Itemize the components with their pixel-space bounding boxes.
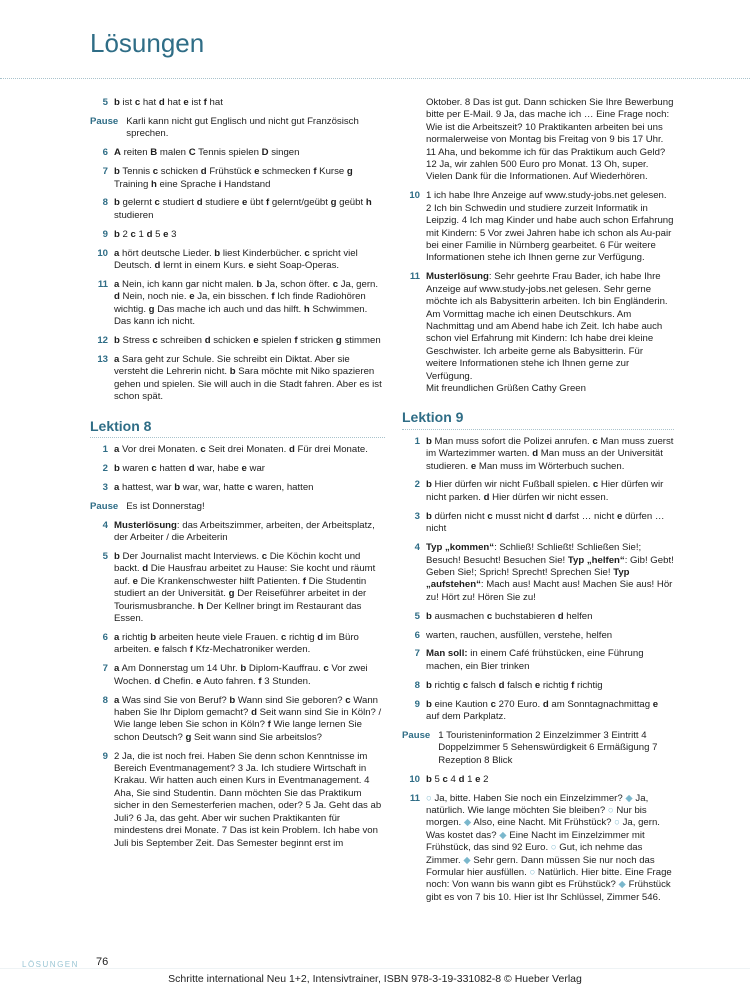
solution-item — [402, 611, 674, 623]
solution-text: Es ist Donnerstag! — [126, 500, 205, 512]
exercise-number: 12 — [97, 335, 108, 347]
exercise-number: 5 — [102, 550, 108, 562]
solution-text: b waren c hatten d war, habe e war — [114, 462, 265, 474]
solution-text: a richtig b arbeiten heute viele Frauen. c richtig d im Büro arbeiten. e falsch f Kfz-Mechatroniker werden. — [114, 631, 359, 656]
title-divider — [0, 78, 750, 79]
page-number: 76 — [96, 956, 109, 968]
exercise-number: 8 — [102, 694, 108, 706]
solution-item — [402, 793, 674, 905]
solution-item — [402, 730, 674, 767]
solution-text: b Tennis c schicken d Frühstück e schmecken f Kurse g Training h eine Sprache i Handstand — [114, 166, 353, 190]
exercise-number: 1 — [102, 444, 108, 456]
solution-text: a Sara geht zur Schule. Sie schreibt ein Diktat. Aber sie versteht die Lehrerin nicht. b Sara möchte mit Niko spazieren gehen und spielen. Sie will auch in die Stadt fahren. Aber es ist schon spät. — [114, 354, 382, 403]
exercise-number: 4 — [102, 519, 108, 531]
exercise-number: 8 — [102, 197, 108, 209]
exercise-number: 3 — [414, 510, 420, 522]
solution-item — [402, 542, 674, 604]
exercise-number: 10 — [97, 247, 108, 259]
solution-item — [90, 354, 385, 404]
solution-item — [90, 501, 385, 513]
solution-item — [402, 436, 674, 473]
solution-text: b dürfen nicht c musst nicht d darfst … nicht e dürfen … nicht — [426, 510, 665, 535]
solution-text: Oktober. 8 Das ist gut. Dann schicken Sie Ihre Bewerbung bitte per E-Mail. 9 Ja, das mache ich … Eine Frage noch: Wie ist die Arbeitszeit? 10 Praktikanten arbeiten bei uns normalerweise von Montag bis Freitag von 9 bis 17 Uhr. 11 Aha, und bekomme ich für das Praktikum auch Geld? 12 Ja, wir zahlen 500 Euro pro Monat. 13 Oh, super. Vielen Dank für die Informationen. Auf Wiederhören. — [426, 97, 674, 183]
solution-text: b eine Kaution c 270 Euro. d am Sonntagnachmittag e auf dem Parkplatz. — [426, 698, 659, 723]
copyright-line: Schritte international Neu 1+2, Intensivtrainer, ISBN 978-3-19-331082-8 © Hueber Verlag — [168, 973, 582, 985]
exercise-number — [402, 97, 426, 184]
solution-text: Typ „kommen“: Schließ! Schließt! Schließen Sie!; Besuch! Besucht! Besuchen Sie! Typ „helfen“: Gib! Gebt! Geben Sie!; Sprich! Sprecht! Sprechen Sie! Typ „aufstehen“: Mach aus! Macht aus! Machen Sie aus! Hör zu! Hört zu! Hören Sie zu! — [426, 542, 674, 603]
solution-text: b Man muss sofort die Polizei anrufen. c Man muss zuerst im Wartezimmer warten. d Man muss an der Universität studieren. e Man muss im Wörterbuch suchen. — [426, 435, 674, 472]
solution-item — [90, 166, 385, 191]
solution-text: a Nein, ich kann gar nicht malen. b Ja, schon öfter. c Ja, gern. d Nein, noch nie. e Ja, ein bisschen. f Ich finde Radiohören wichtig. g Das mache ich auch und das hilft. h Schwimmen. Das kann ich nicht. — [114, 278, 379, 328]
exercise-number: 6 — [102, 147, 108, 159]
solution-text: a Am Donnerstag um 14 Uhr. b Diplom-Kauffrau. c Vor zwei Wochen. d Chefin. e Auto fahren. f 3 Stunden. — [114, 663, 368, 687]
solution-item — [90, 632, 385, 657]
solution-text: a Vor drei Monaten. c Seit drei Monaten. d Für drei Monate. — [114, 444, 368, 456]
solution-text: b gelernt c studiert d studiere e übt f gelernt/geübt g geübt h studieren — [114, 197, 372, 221]
solution-item — [90, 197, 385, 222]
solution-text: b richtig c falsch d falsch e richtig f richtig — [426, 679, 603, 691]
solution-text: a Was sind Sie von Beruf? b Wann sind Sie geboren? c Wann haben Sie Ihr Diplom gemacht? d Seit wann sind Sie in Köln? / Wie lange leben Sie schon in Köln? f Wie lange lernen Sie schon Deutsch? g Seit wann sind Sie arbeitslos? — [114, 694, 382, 743]
exercise-number: 11 — [409, 271, 420, 283]
exercise-number: 6 — [414, 629, 420, 641]
exercise-number: 7 — [102, 166, 108, 178]
exercise-number: 5 — [102, 97, 108, 108]
solution-text: Musterlösung: das Arbeitszimmer, arbeiten, der Arbeitsplatz, der Arbeiter / die Arbeiterin — [114, 519, 375, 544]
solution-text: b 5 c 4 d 1 e 2 — [426, 773, 489, 785]
exercise-number: 9 — [414, 698, 420, 710]
solution-text: b Stress c schreiben d schicken e spielen f stricken g stimmen — [114, 335, 381, 347]
solution-text: 1 ich habe Ihre Anzeige auf www.study-jobs.net gelesen. 2 Ich bin Schwedin und studiere zurzeit Informatik in Leipzig. 4 Ich mag Kinder und habe auch schon Erfahrung mit Kindern: 5 Vor zwei Jahren habe ich schon als Au-pair bei einer Familie in Nürnberg gearbeitet. 6 Für weitere Informationen stehe ich Ihnen gerne zur Verfügung. — [426, 190, 674, 264]
solution-item — [90, 229, 385, 241]
exercise-number: 11 — [409, 792, 420, 804]
exercise-number: Pause — [402, 729, 431, 741]
exercise-number: 13 — [97, 354, 108, 365]
exercise-number: 10 — [409, 190, 420, 202]
solution-item — [90, 248, 385, 273]
solution-text: a hört deutsche Lieder. b liest Kinderbücher. c spricht viel Deutsch. d lernt in einem Kurs. e sieht Soap-Operas. — [114, 247, 358, 272]
exercise-number: 11 — [97, 278, 108, 290]
solution-text: 1 Touristeninformation 2 Einzelzimmer 3 Eintritt 4 Doppelzimmer 5 Sehenswürdigkeit 6 Ermäßigung 7 Rezeption 8 Blick — [438, 729, 658, 766]
lesson-heading: Lektion 9 — [402, 411, 674, 429]
exercise-number: 7 — [102, 663, 108, 675]
solution-text: b Der Journalist macht Interviews. c Die Köchin kocht und backt. d Die Hausfrau arbeitet zu Hause: Sie kocht und räumt auf. e Die Krankenschwester hilft Patienten. f Die Studentin studiert an der Universität. g Der Reiseführer arbeitet in der Tourismusbranche. h Der Kellner bringt im Restaurant das Essen. — [114, 550, 376, 624]
exercise-number: 7 — [414, 648, 420, 660]
solution-item — [402, 774, 674, 786]
footer-divider — [0, 968, 750, 969]
exercise-number: 1 — [414, 435, 420, 447]
exercise-number: 5 — [414, 610, 420, 622]
solution-item — [402, 511, 674, 536]
solution-item — [90, 279, 385, 329]
solution-item — [402, 680, 674, 692]
footer-section-label: LÖSUNGEN — [22, 960, 79, 969]
solution-item — [90, 551, 385, 625]
solution-item — [402, 97, 674, 184]
solution-item — [90, 116, 385, 141]
solution-item — [90, 335, 385, 347]
exercise-number: Pause — [90, 500, 119, 512]
exercise-number: 3 — [102, 481, 108, 493]
solution-item — [90, 751, 385, 850]
solution-item — [402, 271, 674, 395]
solution-item — [90, 463, 385, 475]
exercise-number: 9 — [102, 228, 108, 240]
exercise-number: 8 — [414, 679, 420, 691]
right-column — [402, 97, 674, 911]
solution-text: warten, rauchen, ausfüllen, verstehe, helfen — [426, 629, 613, 641]
solution-item — [90, 444, 385, 456]
lesson-heading: Lektion 8 — [90, 420, 385, 438]
solution-item — [402, 479, 674, 504]
solution-item — [90, 97, 385, 109]
solution-text: b Hier dürfen wir nicht Fußball spielen. c Hier dürfen wir nicht parken. d Hier dürfen wir nicht essen. — [426, 479, 664, 503]
solution-item — [90, 663, 385, 688]
solution-text: A reiten B malen C Tennis spielen D singen — [114, 147, 300, 159]
exercise-number: 6 — [102, 631, 108, 643]
exercise-number: 2 — [414, 479, 420, 491]
page-title: Lösungen — [90, 28, 205, 58]
solution-text: Karli kann nicht gut Englisch und nicht gut Französisch sprechen. — [126, 115, 359, 140]
solution-text: a hattest, war b war, war, hatte c waren, hatten — [114, 481, 314, 493]
solution-text: b 2 c 1 d 5 e 3 — [114, 228, 177, 240]
exercise-number: 10 — [409, 773, 420, 785]
solution-item — [90, 695, 385, 745]
solution-text: ○ Ja, bitte. Haben Sie noch ein Einzelzimmer? ◆ Ja, natürlich. Wie lange möchten Sie bleiben? ○ Nur bis morgen. ◆ Also, eine Nacht. Mit Frühstück? ○ Ja, gern. Was kostet das? ◆ Eine Nacht im Einzelzimmer mit Frühstück, das sind 92 Euro. ○ Gut, ich nehme das Zimmer. ◆ Sehr gern. Dann müssen Sie nur noch das Formular hier ausfüllen. ○ Natürlich. Hier bitte. Eine Frage noch: Von wann bis wann gibt es Frühstück? ◆ Frühstück gibt es von 7 bis 10. Hier ist Ihr Schlüssel, Zimmer 546. — [426, 792, 672, 903]
solution-text: 2 Ja, die ist noch frei. Haben Sie denn schon Kenntnisse im Bereich Eventmanagement? 3 Ja. Ich studiere Wirtschaft in Krakau. Wir hatten auch einen Kurs in Eventmanagement. 4 Aha, Sie sind Studentin. Dann möchten Sie das Praktikum sicher in den Semesterferien machen, oder? 5 Ja. Geht das ab Juli? 6 Ja, das geht. Aber wir suchen Praktikanten für mindestens drei Monate. 7 Das ist kein Problem. Ich habe von Juli bis September Zeit. Das Semester beginnt erst im — [114, 750, 382, 849]
exercise-number: Pause — [90, 115, 119, 127]
solution-item — [402, 190, 674, 264]
solution-item — [402, 699, 674, 724]
exercise-number: 4 — [414, 542, 420, 554]
solution-item — [90, 147, 385, 159]
exercise-number: 9 — [102, 750, 108, 762]
left-column — [90, 97, 385, 856]
solution-item — [90, 482, 385, 494]
solution-item — [90, 520, 385, 545]
solution-text: Man soll: in einem Café frühstücken, eine Führung machen, ein Bier trinken — [426, 648, 644, 672]
solution-text: b ist c hat d hat e ist f hat — [114, 97, 223, 108]
solution-text: Musterlösung: Sehr geehrte Frau Bader, ich habe Ihre Anzeige auf www.study-jobs.net gelesen. Sehr gerne möchte ich als Babysitterin arbeiten. Ich bin Engländerin. Am Vormittag mache ich einen Deutschkurs. Am Nachmittag und am Abend habe ich Zeit. Ich habe auch schon viel Erfahrung mit Kindern: Ich habe drei kleine Geschwister. Ich arbeite gerne als Babysitterin. Für weitere Informationen stehe ich Ihnen gerne zur Verfügung. Mit freundlichen Grüßen Cathy Green — [426, 271, 668, 394]
solution-text: b ausmachen c buchstabieren d helfen — [426, 610, 593, 622]
exercise-number: 2 — [102, 462, 108, 474]
solution-item — [402, 630, 674, 642]
solution-item — [402, 648, 674, 673]
